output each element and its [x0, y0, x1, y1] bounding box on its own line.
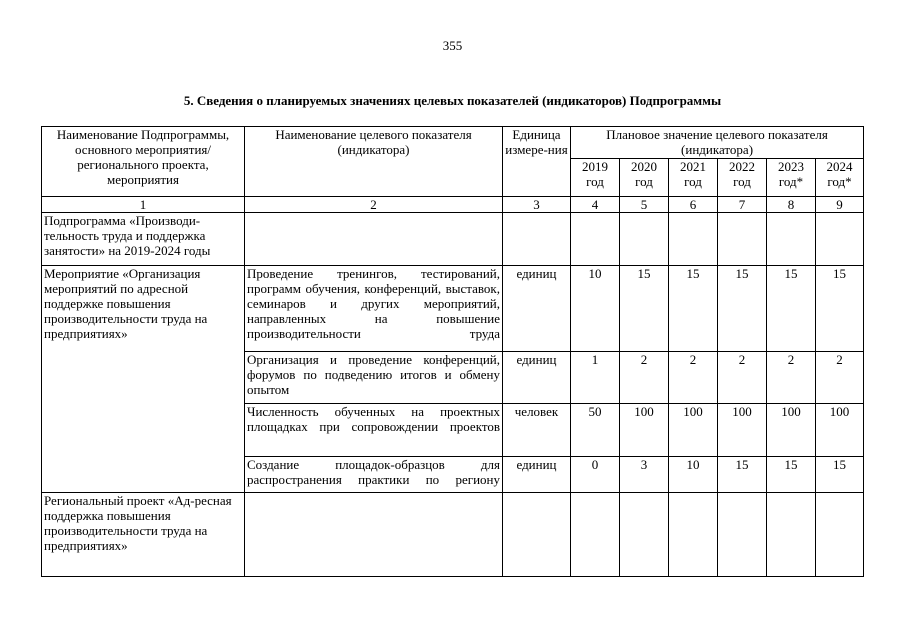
value-2020: 15	[620, 266, 669, 352]
header-year-2019: 2019 год	[571, 159, 620, 197]
column-number: 3	[503, 197, 571, 213]
header-year-2022: 2022 год	[718, 159, 767, 197]
table-row	[42, 493, 864, 577]
subprogram-name: Подпрограмма «Производи-тельность труда и поддержка занятости» на 2019-2024 годы	[42, 213, 245, 266]
table-row	[42, 213, 864, 266]
header-indicator-name: Наименование целевого показателя (индикатора)	[245, 127, 503, 197]
value-2021: 10	[669, 457, 718, 493]
value-2024: 100	[816, 404, 864, 457]
value-2024: 2	[816, 352, 864, 404]
value-2024: 15	[816, 266, 864, 352]
header-year-2024: 2024 год*	[816, 159, 864, 197]
indicator-unit: единиц	[503, 457, 571, 493]
column-number: 8	[767, 197, 816, 213]
value-2019: 1	[571, 352, 620, 404]
value-2019: 50	[571, 404, 620, 457]
value-2019: 10	[571, 266, 620, 352]
column-number: 7	[718, 197, 767, 213]
indicator-name: Численность обученных на проектных площадках при сопровождении проектов	[245, 404, 503, 457]
header-planned-value: Плановое значение целевого показателя (индикатора)	[571, 127, 864, 159]
indicator-unit: единиц	[503, 352, 571, 404]
header-unit: Единица измере-ния	[503, 127, 571, 197]
column-number: 6	[669, 197, 718, 213]
regional-project-name: Региональный проект «Ад-ресная поддержка повышения производительности труда на предприятиях»	[42, 493, 245, 577]
value-2023: 15	[767, 457, 816, 493]
indicator-unit: единиц	[503, 266, 571, 352]
value-2024: 15	[816, 457, 864, 493]
value-2019: 0	[571, 457, 620, 493]
value-2022: 15	[718, 266, 767, 352]
document-title: 5. Сведения о планируемых значениях целевых показателей (индикаторов) Подпрограммы	[183, 93, 722, 108]
header-subprogram-name: Наименование Подпрограммы, основного мероприятия/ регионального проекта, мероприятия	[42, 127, 245, 197]
value-2021: 2	[669, 352, 718, 404]
target-indicators-table	[41, 126, 864, 577]
column-number: 5	[620, 197, 669, 213]
header-year-2020: 2020 год	[620, 159, 669, 197]
column-number: 9	[816, 197, 864, 213]
header-year-2021: 2021 год	[669, 159, 718, 197]
value-2020: 3	[620, 457, 669, 493]
column-number: 4	[571, 197, 620, 213]
indicator-name: Создание площадок-образцов для распространения практики по региону	[245, 457, 503, 493]
value-2021: 100	[669, 404, 718, 457]
value-2023: 100	[767, 404, 816, 457]
indicator-unit: человек	[503, 404, 571, 457]
value-2022: 15	[718, 457, 767, 493]
indicator-name: Организация и проведение конференций, форумов по подведению итогов и обмену опытом	[245, 352, 503, 404]
value-2020: 2	[620, 352, 669, 404]
indicator-name: Проведение тренингов, тестирований, программ обучения, конференций, выставок, семинаров и других мероприятий, направленных на повышение производительности труда	[245, 266, 503, 352]
value-2021: 15	[669, 266, 718, 352]
header-year-2023: 2023 год*	[767, 159, 816, 197]
page-number: 355	[442, 38, 463, 53]
value-2023: 2	[767, 352, 816, 404]
table-row	[42, 266, 864, 352]
value-2020: 100	[620, 404, 669, 457]
column-number: 1	[42, 197, 245, 213]
value-2023: 15	[767, 266, 816, 352]
event-name: Мероприятие «Организация мероприятий по адресной поддержке повышения производительности труда на предприятиях»	[42, 266, 245, 493]
value-2022: 100	[718, 404, 767, 457]
value-2022: 2	[718, 352, 767, 404]
column-number: 2	[245, 197, 503, 213]
